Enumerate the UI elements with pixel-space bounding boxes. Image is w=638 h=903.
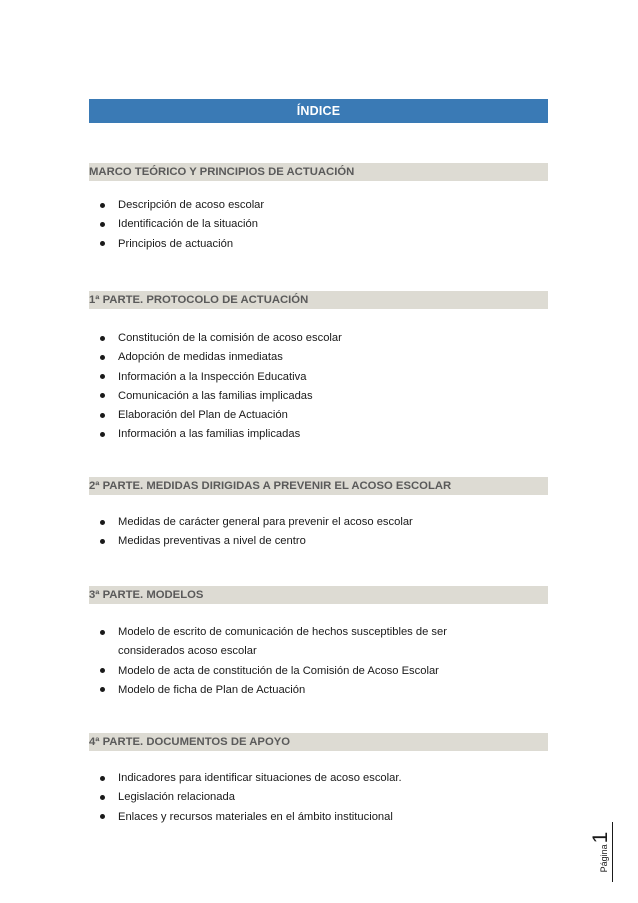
list-item	[89, 662, 548, 681]
list-item-text: Información a la Inspección Educativa	[118, 370, 307, 383]
section-list	[89, 196, 548, 254]
list-item-text: Comunicación a las familias implicadas	[118, 389, 313, 402]
section-title: MARCO TEÓRICO Y PRINCIPIOS DE ACTUACIÓN	[89, 163, 548, 181]
bullet-icon	[100, 355, 105, 360]
bullet-icon	[100, 241, 105, 246]
bullet-icon	[100, 222, 105, 227]
section-medidas	[89, 477, 548, 552]
list-item	[89, 623, 548, 662]
section-documentos	[89, 733, 548, 827]
bullet-icon	[100, 814, 105, 819]
list-item	[89, 235, 548, 254]
section-title: 2ª PARTE. MEDIDAS DIRIGIDAS A PREVENIR EL ACOSO ESCOLAR	[89, 477, 548, 495]
bullet-icon	[100, 413, 105, 418]
list-item	[89, 808, 548, 827]
list-item	[89, 348, 548, 367]
list-item	[89, 532, 548, 551]
list-item-text: Modelo de escrito de comunicación de hechos susceptibles de ser considerados acoso escolar	[118, 626, 447, 658]
list-item-text: Legislación relacionada	[118, 791, 235, 804]
bullet-icon	[100, 520, 105, 525]
bullet-icon	[100, 687, 105, 692]
list-item	[89, 681, 548, 700]
list-item	[89, 406, 548, 425]
list-item-text: Información a las familias implicadas	[118, 428, 301, 441]
list-item-text: Modelo de acta de constitución de la Comisión de Acoso Escolar	[118, 664, 439, 677]
list-item-text: Descripción de acoso escolar	[118, 199, 265, 211]
section-modelos	[89, 586, 548, 700]
list-item-text: Medidas de carácter general para prevenir el acoso escolar	[118, 516, 413, 528]
bullet-icon	[100, 795, 105, 800]
section-list	[89, 329, 548, 445]
list-item	[89, 788, 548, 807]
section-list	[89, 623, 548, 700]
bullet-icon	[100, 630, 105, 635]
list-item-text: Identificación de la situación	[118, 218, 258, 231]
page-num: 1	[589, 831, 612, 844]
list-item	[89, 196, 548, 215]
bullet-icon	[100, 203, 105, 208]
bullet-icon	[100, 393, 105, 398]
list-item-text: Adopción de medidas inmediatas	[118, 351, 283, 364]
list-item	[89, 329, 548, 348]
section-marco-teorico	[89, 163, 548, 254]
section-list	[89, 513, 548, 552]
page-number-text	[590, 822, 612, 882]
list-item	[89, 387, 548, 406]
list-item	[89, 425, 548, 444]
list-item-text: Medidas preventivas a nivel de centro	[118, 535, 306, 548]
section-list	[89, 769, 548, 827]
list-item-text: Principios de actuación	[118, 237, 234, 250]
bullet-icon	[100, 336, 105, 341]
bullet-icon	[100, 539, 105, 544]
section-title: 4ª PARTE. DOCUMENTOS DE APOYO	[89, 733, 548, 751]
section-protocolo	[89, 291, 548, 445]
list-item	[89, 513, 548, 532]
list-item-text: Indicadores para identificar situaciones de acoso escolar.	[118, 772, 402, 784]
list-item-text: Enlaces y recursos materiales en el ámbito institucional	[118, 810, 393, 823]
list-item-text: Elaboración del Plan de Actuación	[118, 409, 288, 422]
bullet-icon	[100, 374, 105, 379]
page-number-divider	[612, 822, 613, 882]
section-title: 1ª PARTE. PROTOCOLO DE ACTUACIÓN	[89, 291, 548, 309]
list-item	[89, 769, 548, 788]
bullet-icon	[100, 432, 105, 437]
list-item-text: Constitución de la comisión de acoso escolar	[118, 332, 342, 344]
list-item	[89, 215, 548, 234]
section-title: 3ª PARTE. MODELOS	[89, 586, 548, 604]
page-label: Página	[599, 844, 609, 873]
bullet-icon	[100, 776, 105, 781]
list-item	[89, 368, 548, 387]
list-item-text: Modelo de ficha de Plan de Actuación	[118, 683, 306, 696]
index-header: ÍNDICE	[89, 99, 548, 123]
page-number	[587, 822, 613, 882]
bullet-icon	[100, 668, 105, 673]
